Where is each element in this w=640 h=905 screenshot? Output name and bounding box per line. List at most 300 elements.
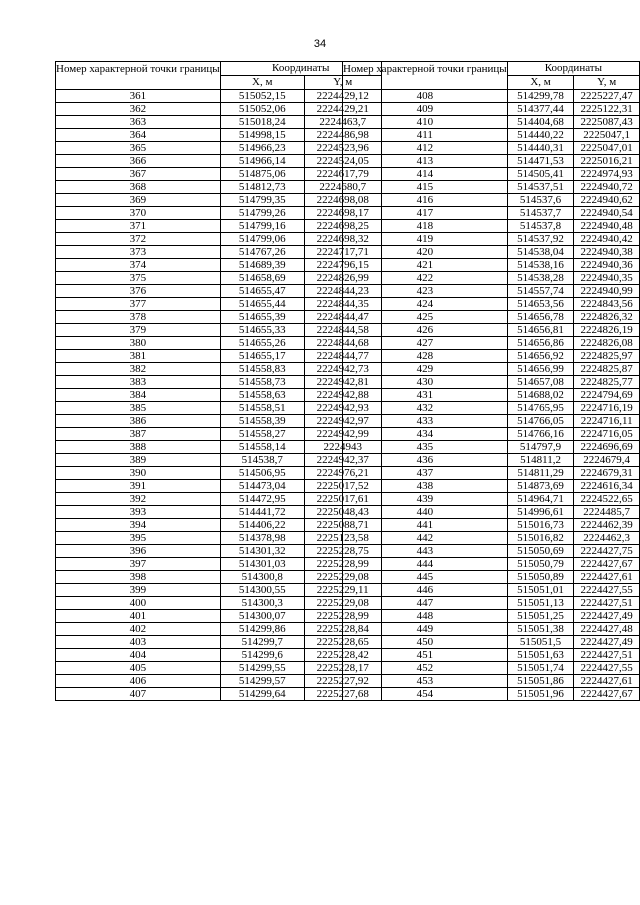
- cell-y: 2225228,84: [304, 623, 381, 636]
- table-row: [343, 649, 640, 662]
- cell-x: 514300,07: [220, 610, 304, 623]
- cell-x: 514655,44: [220, 298, 304, 311]
- cell-x: 514875,06: [220, 168, 304, 181]
- cell-x: 514689,39: [220, 259, 304, 272]
- table-row: [343, 623, 640, 636]
- cell-point-number: 385: [56, 402, 221, 415]
- cell-y: 2224940,35: [574, 272, 640, 285]
- cell-y: 2225048,43: [304, 506, 381, 519]
- cell-point-number: 444: [343, 558, 508, 571]
- table-row: [56, 506, 382, 519]
- cell-x: 514799,35: [220, 194, 304, 207]
- table-row: [343, 584, 640, 597]
- cell-point-number: 368: [56, 181, 221, 194]
- cell-x: 514473,04: [220, 480, 304, 493]
- cell-y: 2224679,4: [574, 454, 640, 467]
- cell-point-number: 439: [343, 493, 508, 506]
- cell-x: 514558,73: [220, 376, 304, 389]
- cell-x: 515016,82: [507, 532, 574, 545]
- cell-x: 514812,73: [220, 181, 304, 194]
- cell-y: 2225047,1: [574, 129, 640, 142]
- cell-x: 515050,79: [507, 558, 574, 571]
- cell-y: 2225228,99: [304, 558, 381, 571]
- cell-y: 2224427,51: [574, 649, 640, 662]
- cell-point-number: 371: [56, 220, 221, 233]
- cell-x: 515051,25: [507, 610, 574, 623]
- table-row: [343, 168, 640, 181]
- cell-point-number: 431: [343, 389, 508, 402]
- cell-point-number: 418: [343, 220, 508, 233]
- cell-y: 2225229,08: [304, 571, 381, 584]
- table-row: [343, 363, 640, 376]
- cell-point-number: 422: [343, 272, 508, 285]
- cell-point-number: 433: [343, 415, 508, 428]
- cell-point-number: 372: [56, 233, 221, 246]
- cell-y: 2225017,61: [304, 493, 381, 506]
- cell-point-number: 404: [56, 649, 221, 662]
- table-row: [343, 493, 640, 506]
- cell-y: 2224942,97: [304, 415, 381, 428]
- cell-point-number: 440: [343, 506, 508, 519]
- cell-y: 2224679,31: [574, 467, 640, 480]
- cell-point-number: 453: [343, 675, 508, 688]
- cell-x: 514406,22: [220, 519, 304, 532]
- table-row: [56, 623, 382, 636]
- cell-y: 2224696,69: [574, 441, 640, 454]
- table-row: [343, 480, 640, 493]
- cell-y: 2224427,55: [574, 662, 640, 675]
- cell-x: 514658,69: [220, 272, 304, 285]
- table-row: [56, 272, 382, 285]
- table-row: [56, 428, 382, 441]
- cell-y: 2224717,71: [304, 246, 381, 259]
- header-x: X, м: [507, 76, 574, 90]
- cell-point-number: 361: [56, 90, 221, 103]
- cell-x: 514766,05: [507, 415, 574, 428]
- cell-x: 514558,14: [220, 441, 304, 454]
- cell-y: 2224844,23: [304, 285, 381, 298]
- cell-y: 2224844,77: [304, 350, 381, 363]
- table-row: [343, 376, 640, 389]
- cell-point-number: 436: [343, 454, 508, 467]
- cell-x: 515051,13: [507, 597, 574, 610]
- table-row: [56, 649, 382, 662]
- cell-y: 2224843,56: [574, 298, 640, 311]
- cell-x: 514656,78: [507, 311, 574, 324]
- table-row: [343, 116, 640, 129]
- cell-x: 515050,69: [507, 545, 574, 558]
- cell-point-number: 379: [56, 324, 221, 337]
- cell-point-number: 381: [56, 350, 221, 363]
- cell-x: 515051,01: [507, 584, 574, 597]
- table-row: [343, 597, 640, 610]
- cell-y: 2224716,19: [574, 402, 640, 415]
- cell-point-number: 409: [343, 103, 508, 116]
- cell-x: 514688,02: [507, 389, 574, 402]
- cell-x: 514656,99: [507, 363, 574, 376]
- cell-point-number: 374: [56, 259, 221, 272]
- cell-point-number: 438: [343, 480, 508, 493]
- cell-x: 514557,74: [507, 285, 574, 298]
- cell-x: 514299,64: [220, 688, 304, 701]
- cell-y: 2224940,38: [574, 246, 640, 259]
- cell-point-number: 424: [343, 298, 508, 311]
- cell-x: 515016,73: [507, 519, 574, 532]
- cell-x: 514811,29: [507, 467, 574, 480]
- table-row: [56, 142, 382, 155]
- table-row: [343, 90, 640, 103]
- cell-x: 515051,96: [507, 688, 574, 701]
- cell-point-number: 435: [343, 441, 508, 454]
- cell-y: 2224942,73: [304, 363, 381, 376]
- table-row: [56, 584, 382, 597]
- cell-x: 514300,8: [220, 571, 304, 584]
- cell-point-number: 445: [343, 571, 508, 584]
- header-y: Y, м: [304, 76, 381, 90]
- table-row: [56, 168, 382, 181]
- cell-point-number: 399: [56, 584, 221, 597]
- cell-y: 2224943: [304, 441, 381, 454]
- cell-x: 515051,5: [507, 636, 574, 649]
- cell-x: 514538,04: [507, 246, 574, 259]
- cell-point-number: 378: [56, 311, 221, 324]
- cell-point-number: 388: [56, 441, 221, 454]
- cell-y: 2224427,67: [574, 688, 640, 701]
- cell-y: 2224844,68: [304, 337, 381, 350]
- table-row: [343, 571, 640, 584]
- cell-point-number: 375: [56, 272, 221, 285]
- cell-x: 514299,86: [220, 623, 304, 636]
- coordinates-table-left: [55, 61, 382, 701]
- table-row: [56, 246, 382, 259]
- cell-x: 514301,03: [220, 558, 304, 571]
- table-row: [343, 285, 640, 298]
- table-row: [343, 324, 640, 337]
- cell-y: 2225123,58: [304, 532, 381, 545]
- cell-y: 2224462,39: [574, 519, 640, 532]
- table-row: [343, 155, 640, 168]
- cell-point-number: 414: [343, 168, 508, 181]
- table-row: [343, 636, 640, 649]
- cell-y: 2224825,77: [574, 376, 640, 389]
- cell-point-number: 390: [56, 467, 221, 480]
- cell-point-number: 391: [56, 480, 221, 493]
- table-row: [56, 181, 382, 194]
- cell-x: 514799,26: [220, 207, 304, 220]
- cell-y: 2224940,54: [574, 207, 640, 220]
- cell-point-number: 421: [343, 259, 508, 272]
- cell-x: 514655,47: [220, 285, 304, 298]
- cell-y: 2224940,42: [574, 233, 640, 246]
- cell-y: 2224427,67: [574, 558, 640, 571]
- table-row: [343, 233, 640, 246]
- cell-y: 2224940,99: [574, 285, 640, 298]
- header-y: Y, м: [574, 76, 640, 90]
- table-row: [343, 142, 640, 155]
- cell-point-number: 450: [343, 636, 508, 649]
- table-row: [343, 298, 640, 311]
- cell-y: 2224698,25: [304, 220, 381, 233]
- cell-y: 2225087,43: [574, 116, 640, 129]
- cell-x: 514300,3: [220, 597, 304, 610]
- table-row: [56, 480, 382, 493]
- cell-point-number: 394: [56, 519, 221, 532]
- cell-y: 2224942,88: [304, 389, 381, 402]
- cell-point-number: 448: [343, 610, 508, 623]
- cell-point-number: 382: [56, 363, 221, 376]
- cell-x: 514538,16: [507, 259, 574, 272]
- cell-point-number: 366: [56, 155, 221, 168]
- cell-point-number: 447: [343, 597, 508, 610]
- cell-point-number: 416: [343, 194, 508, 207]
- table-row: [56, 129, 382, 142]
- table-row: [343, 558, 640, 571]
- cell-x: 514998,15: [220, 129, 304, 142]
- table-row: [343, 207, 640, 220]
- cell-y: 2225227,47: [574, 90, 640, 103]
- cell-y: 2224524,05: [304, 155, 381, 168]
- cell-x: 514300,55: [220, 584, 304, 597]
- table-row: [56, 454, 382, 467]
- table-row: [343, 259, 640, 272]
- table-row: [343, 675, 640, 688]
- cell-y: 2224826,19: [574, 324, 640, 337]
- cell-point-number: 403: [56, 636, 221, 649]
- cell-x: 514656,86: [507, 337, 574, 350]
- cell-x: 514653,56: [507, 298, 574, 311]
- table-row: [343, 441, 640, 454]
- cell-x: 515052,06: [220, 103, 304, 116]
- cell-y: 2225228,17: [304, 662, 381, 675]
- cell-point-number: 401: [56, 610, 221, 623]
- cell-point-number: 373: [56, 246, 221, 259]
- header-x: X, м: [220, 76, 304, 90]
- cell-y: 2224486,98: [304, 129, 381, 142]
- cell-y: 2225016,21: [574, 155, 640, 168]
- table-row: [343, 519, 640, 532]
- table-row: [56, 337, 382, 350]
- cell-x: 515051,63: [507, 649, 574, 662]
- cell-y: 2225228,99: [304, 610, 381, 623]
- table-row: [343, 181, 640, 194]
- cell-y: 2224942,37: [304, 454, 381, 467]
- table-row: [56, 636, 382, 649]
- cell-x: 514558,83: [220, 363, 304, 376]
- cell-y: 2224942,93: [304, 402, 381, 415]
- cell-y: 2224796,15: [304, 259, 381, 272]
- table-row: [56, 597, 382, 610]
- table-row: [343, 467, 640, 480]
- cell-x: 514505,41: [507, 168, 574, 181]
- table-row: [56, 532, 382, 545]
- cell-point-number: 437: [343, 467, 508, 480]
- page-number: 34: [313, 38, 327, 50]
- table-row: [343, 402, 640, 415]
- cell-y: 2224680,7: [304, 181, 381, 194]
- cell-y: 2224940,48: [574, 220, 640, 233]
- cell-x: 514655,17: [220, 350, 304, 363]
- cell-y: 2224940,62: [574, 194, 640, 207]
- table-row: [56, 675, 382, 688]
- table-row: [343, 272, 640, 285]
- cell-x: 514766,16: [507, 428, 574, 441]
- cell-point-number: 428: [343, 350, 508, 363]
- cell-point-number: 362: [56, 103, 221, 116]
- cell-x: 514537,92: [507, 233, 574, 246]
- cell-y: 2225227,68: [304, 688, 381, 701]
- cell-point-number: 370: [56, 207, 221, 220]
- cell-x: 514299,78: [507, 90, 574, 103]
- cell-point-number: 442: [343, 532, 508, 545]
- table-row: [343, 506, 640, 519]
- table-row: [343, 103, 640, 116]
- cell-x: 514655,26: [220, 337, 304, 350]
- cell-x: 514797,9: [507, 441, 574, 454]
- table-row: [343, 610, 640, 623]
- table-row: [56, 363, 382, 376]
- coordinates-table-right: [342, 61, 640, 701]
- cell-point-number: 429: [343, 363, 508, 376]
- cell-x: 515051,38: [507, 623, 574, 636]
- table-row: [56, 415, 382, 428]
- cell-point-number: 397: [56, 558, 221, 571]
- table-row: [343, 532, 640, 545]
- cell-y: 2224826,99: [304, 272, 381, 285]
- cell-x: 515051,86: [507, 675, 574, 688]
- cell-x: 514765,95: [507, 402, 574, 415]
- cell-x: 514378,98: [220, 532, 304, 545]
- cell-point-number: 387: [56, 428, 221, 441]
- cell-y: 2224427,61: [574, 675, 640, 688]
- cell-y: 2224974,93: [574, 168, 640, 181]
- cell-point-number: 407: [56, 688, 221, 701]
- cell-point-number: 411: [343, 129, 508, 142]
- cell-y: 2224716,05: [574, 428, 640, 441]
- table-row: [343, 311, 640, 324]
- cell-x: 514537,8: [507, 220, 574, 233]
- cell-x: 514873,69: [507, 480, 574, 493]
- table-row: [343, 454, 640, 467]
- table-row: [343, 220, 640, 233]
- cell-y: 2224616,34: [574, 480, 640, 493]
- cell-y: 2224617,79: [304, 168, 381, 181]
- cell-y: 2224522,65: [574, 493, 640, 506]
- cell-point-number: 383: [56, 376, 221, 389]
- cell-point-number: 419: [343, 233, 508, 246]
- cell-point-number: 430: [343, 376, 508, 389]
- cell-y: 2224523,96: [304, 142, 381, 155]
- cell-x: 514471,53: [507, 155, 574, 168]
- table-row: [56, 558, 382, 571]
- cell-y: 2224462,3: [574, 532, 640, 545]
- cell-y: 2224427,55: [574, 584, 640, 597]
- cell-x: 514299,7: [220, 636, 304, 649]
- cell-y: 2224427,61: [574, 571, 640, 584]
- table-row: [56, 233, 382, 246]
- cell-x: 514558,51: [220, 402, 304, 415]
- cell-x: 514767,26: [220, 246, 304, 259]
- cell-point-number: 402: [56, 623, 221, 636]
- cell-x: 514538,28: [507, 272, 574, 285]
- cell-y: 2224427,75: [574, 545, 640, 558]
- cell-y: 2224976,21: [304, 467, 381, 480]
- header-point-number: Номер характерной точки границы: [56, 62, 221, 90]
- table-row: [56, 389, 382, 402]
- cell-x: 514537,7: [507, 207, 574, 220]
- cell-point-number: 452: [343, 662, 508, 675]
- cell-y: 2224826,08: [574, 337, 640, 350]
- cell-x: 514299,55: [220, 662, 304, 675]
- cell-x: 514440,22: [507, 129, 574, 142]
- cell-x: 514538,7: [220, 454, 304, 467]
- header-point-number: Номер характерной точки границы: [343, 62, 508, 90]
- table-row: [343, 246, 640, 259]
- cell-y: 2225088,71: [304, 519, 381, 532]
- cell-point-number: 400: [56, 597, 221, 610]
- table-row: [56, 545, 382, 558]
- cell-y: 2224429,21: [304, 103, 381, 116]
- table-row: [56, 194, 382, 207]
- cell-point-number: 410: [343, 116, 508, 129]
- table-row: [56, 519, 382, 532]
- cell-x: 514377,44: [507, 103, 574, 116]
- cell-x: 514299,57: [220, 675, 304, 688]
- cell-y: 2224698,32: [304, 233, 381, 246]
- cell-point-number: 413: [343, 155, 508, 168]
- cell-x: 514655,33: [220, 324, 304, 337]
- cell-x: 514996,61: [507, 506, 574, 519]
- cell-x: 514537,6: [507, 194, 574, 207]
- cell-point-number: 405: [56, 662, 221, 675]
- cell-x: 514404,68: [507, 116, 574, 129]
- cell-x: 514966,23: [220, 142, 304, 155]
- table-row: [56, 402, 382, 415]
- cell-x: 514558,63: [220, 389, 304, 402]
- cell-y: 2224463,7: [304, 116, 381, 129]
- cell-point-number: 364: [56, 129, 221, 142]
- cell-y: 2224427,51: [574, 597, 640, 610]
- table-row: [56, 259, 382, 272]
- cell-y: 2224940,72: [574, 181, 640, 194]
- cell-x: 514506,95: [220, 467, 304, 480]
- cell-point-number: 396: [56, 545, 221, 558]
- cell-x: 515050,89: [507, 571, 574, 584]
- table-row: [56, 571, 382, 584]
- cell-point-number: 384: [56, 389, 221, 402]
- table-row: [56, 116, 382, 129]
- cell-point-number: 363: [56, 116, 221, 129]
- cell-y: 2224698,17: [304, 207, 381, 220]
- cell-y: 2224844,58: [304, 324, 381, 337]
- cell-x: 514656,81: [507, 324, 574, 337]
- cell-y: 2225017,52: [304, 480, 381, 493]
- cell-x: 515018,24: [220, 116, 304, 129]
- table-row: [343, 337, 640, 350]
- cell-point-number: 432: [343, 402, 508, 415]
- cell-y: 2224427,49: [574, 636, 640, 649]
- cell-point-number: 365: [56, 142, 221, 155]
- cell-point-number: 451: [343, 649, 508, 662]
- cell-y: 2224826,32: [574, 311, 640, 324]
- table-row: [56, 155, 382, 168]
- cell-y: 2224825,87: [574, 363, 640, 376]
- cell-point-number: 377: [56, 298, 221, 311]
- table-row: [56, 298, 382, 311]
- cell-y: 2224429,12: [304, 90, 381, 103]
- cell-y: 2224698,08: [304, 194, 381, 207]
- cell-point-number: 441: [343, 519, 508, 532]
- cell-x: 514811,2: [507, 454, 574, 467]
